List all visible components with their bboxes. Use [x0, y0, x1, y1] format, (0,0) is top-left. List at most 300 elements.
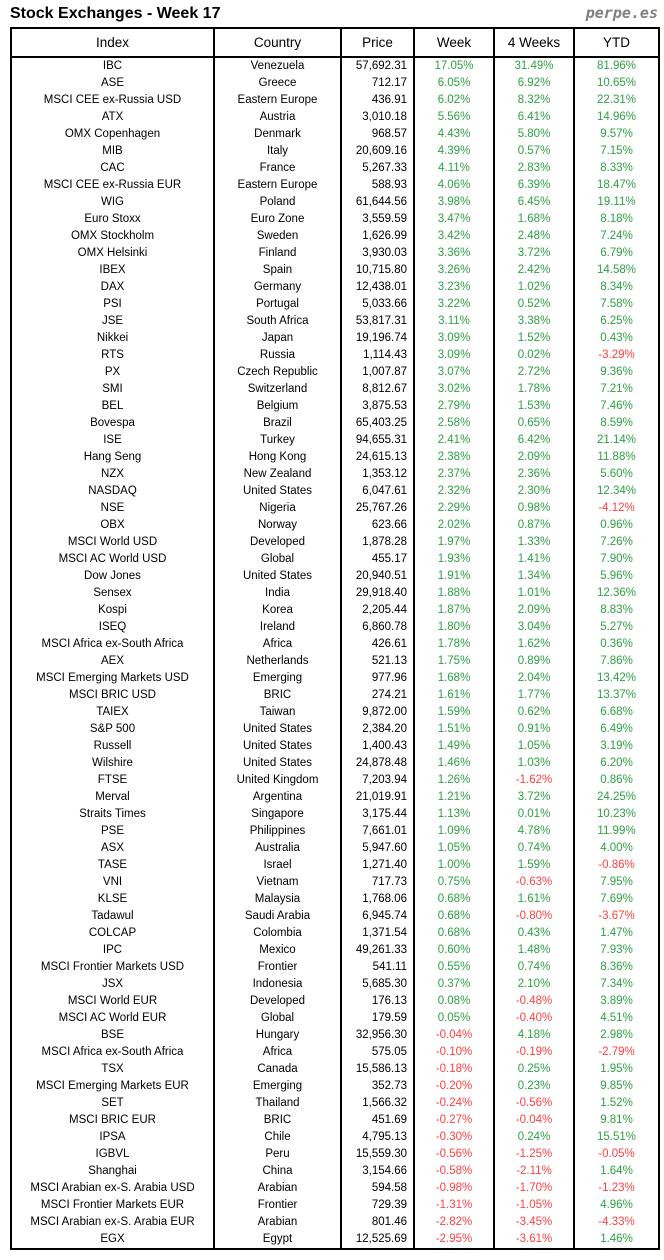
cell-price: 3,559.59 [341, 211, 414, 228]
table-row [11, 1146, 659, 1163]
cell-ytd: 19.11% [574, 194, 659, 211]
table-row [11, 415, 659, 432]
cell-index: JSE [11, 313, 214, 330]
cell-ytd: 1.46% [574, 1231, 659, 1249]
cell-price: 21,019.91 [341, 789, 414, 806]
table-row [11, 670, 659, 687]
cell-week: 1.91% [414, 568, 494, 585]
cell-week: -0.30% [414, 1129, 494, 1146]
cell-country: BRIC [214, 687, 341, 704]
table-row [11, 823, 659, 840]
cell-4weeks: 1.48% [494, 942, 574, 959]
cell-4weeks: 0.01% [494, 806, 574, 823]
cell-ytd: 22.31% [574, 92, 659, 109]
cell-week: 2.79% [414, 398, 494, 415]
cell-4weeks: 2.09% [494, 602, 574, 619]
cell-4weeks: 1.78% [494, 381, 574, 398]
cell-country: Eastern Europe [214, 92, 341, 109]
table-row [11, 993, 659, 1010]
cell-ytd: 8.34% [574, 279, 659, 296]
cell-index: MIB [11, 143, 214, 160]
cell-index: ISEQ [11, 619, 214, 636]
cell-week: 1.00% [414, 857, 494, 874]
cell-week: 2.41% [414, 432, 494, 449]
cell-price: 8,812.67 [341, 381, 414, 398]
cell-ytd: 0.43% [574, 330, 659, 347]
cell-ytd: 0.86% [574, 772, 659, 789]
cell-country: Hungary [214, 1027, 341, 1044]
cell-4weeks: -0.80% [494, 908, 574, 925]
cell-index: JSX [11, 976, 214, 993]
cell-week: 1.51% [414, 721, 494, 738]
cell-ytd: 5.96% [574, 568, 659, 585]
cell-index: MSCI World EUR [11, 993, 214, 1010]
table-row [11, 1214, 659, 1231]
table-row [11, 517, 659, 534]
cell-country: United States [214, 568, 341, 585]
cell-index: OMX Copenhagen [11, 126, 214, 143]
cell-price: 1,566.32 [341, 1095, 414, 1112]
cell-index: RTS [11, 347, 214, 364]
cell-index: ASE [11, 75, 214, 92]
cell-price: 717.73 [341, 874, 414, 891]
cell-week: 3.09% [414, 347, 494, 364]
cell-index: TSX [11, 1061, 214, 1078]
cell-price: 274.21 [341, 687, 414, 704]
table-row [11, 687, 659, 704]
table-row [11, 1163, 659, 1180]
table-row [11, 92, 659, 109]
cell-country: Vietnam [214, 874, 341, 891]
cell-ytd: 8.18% [574, 211, 659, 228]
cell-price: 15,559.30 [341, 1146, 414, 1163]
cell-week: -0.24% [414, 1095, 494, 1112]
cell-week: 3.22% [414, 296, 494, 313]
cell-country: Israel [214, 857, 341, 874]
cell-4weeks: -0.19% [494, 1044, 574, 1061]
cell-ytd: 7.86% [574, 653, 659, 670]
cell-ytd: 9.85% [574, 1078, 659, 1095]
cell-ytd: 13.37% [574, 687, 659, 704]
cell-index: ATX [11, 109, 214, 126]
table-row [11, 160, 659, 177]
brand-link[interactable]: perpe.es [585, 4, 658, 22]
cell-index: DAX [11, 279, 214, 296]
cell-price: 455.17 [341, 551, 414, 568]
cell-price: 1,371.54 [341, 925, 414, 942]
cell-country: Emerging [214, 670, 341, 687]
cell-country: Argentina [214, 789, 341, 806]
cell-week: 6.02% [414, 92, 494, 109]
cell-index: OMX Stockholm [11, 228, 214, 245]
cell-price: 521.13 [341, 653, 414, 670]
cell-index: TAIEX [11, 704, 214, 721]
cell-week: -2.82% [414, 1214, 494, 1231]
cell-4weeks: 1.02% [494, 279, 574, 296]
cell-week: 0.60% [414, 942, 494, 959]
cell-4weeks: 4.18% [494, 1027, 574, 1044]
cell-week: 1.21% [414, 789, 494, 806]
table-row [11, 364, 659, 381]
cell-index: Bovespa [11, 415, 214, 432]
cell-ytd: 7.69% [574, 891, 659, 908]
cell-week: 1.88% [414, 585, 494, 602]
cell-week: -0.10% [414, 1044, 494, 1061]
cell-index: EGX [11, 1231, 214, 1249]
cell-index: OBX [11, 517, 214, 534]
cell-ytd: 9.81% [574, 1112, 659, 1129]
table-row [11, 449, 659, 466]
table-row [11, 942, 659, 959]
cell-country: Chile [214, 1129, 341, 1146]
cell-week: 0.05% [414, 1010, 494, 1027]
cell-price: 426.61 [341, 636, 414, 653]
cell-price: 5,685.30 [341, 976, 414, 993]
cell-4weeks: 3.72% [494, 789, 574, 806]
cell-country: New Zealand [214, 466, 341, 483]
cell-4weeks: 1.41% [494, 551, 574, 568]
cell-country: Italy [214, 143, 341, 160]
cell-price: 594.58 [341, 1180, 414, 1197]
cell-ytd: 6.49% [574, 721, 659, 738]
cell-index: CAC [11, 160, 214, 177]
cell-week: 1.61% [414, 687, 494, 704]
cell-index: NASDAQ [11, 483, 214, 500]
table-row [11, 1095, 659, 1112]
cell-week: 2.37% [414, 466, 494, 483]
cell-country: Brazil [214, 415, 341, 432]
cell-ytd: 7.15% [574, 143, 659, 160]
cell-index: KLSE [11, 891, 214, 908]
cell-4weeks: 1.53% [494, 398, 574, 415]
cell-ytd: -1.23% [574, 1180, 659, 1197]
cell-index: VNI [11, 874, 214, 891]
cell-4weeks: 0.87% [494, 517, 574, 534]
cell-ytd: 7.90% [574, 551, 659, 568]
cell-4weeks: -1.05% [494, 1197, 574, 1214]
cell-country: United Kingdom [214, 772, 341, 789]
cell-week: 1.49% [414, 738, 494, 755]
cell-country: Egypt [214, 1231, 341, 1249]
cell-country: Peru [214, 1146, 341, 1163]
cell-ytd: 8.83% [574, 602, 659, 619]
cell-index: NZX [11, 466, 214, 483]
cell-country: Germany [214, 279, 341, 296]
cell-4weeks: -3.45% [494, 1214, 574, 1231]
cell-week: 6.05% [414, 75, 494, 92]
cell-ytd: 6.25% [574, 313, 659, 330]
cell-week: 1.87% [414, 602, 494, 619]
cell-ytd: 81.96% [574, 57, 659, 75]
cell-4weeks: 0.25% [494, 1061, 574, 1078]
cell-4weeks: 6.41% [494, 109, 574, 126]
cell-price: 436.91 [341, 92, 414, 109]
cell-ytd: 18.47% [574, 177, 659, 194]
cell-price: 1,626.99 [341, 228, 414, 245]
cell-country: Sweden [214, 228, 341, 245]
col-header-4weeks: 4 Weeks [494, 28, 574, 57]
cell-price: 5,033.66 [341, 296, 414, 313]
cell-country: Turkey [214, 432, 341, 449]
table-row [11, 1044, 659, 1061]
cell-country: Norway [214, 517, 341, 534]
table-row [11, 636, 659, 653]
cell-ytd: -3.29% [574, 347, 659, 364]
table-row [11, 738, 659, 755]
cell-price: 1,114.43 [341, 347, 414, 364]
cell-index: MSCI CEE ex-Russia EUR [11, 177, 214, 194]
cell-ytd: 8.59% [574, 415, 659, 432]
cell-country: Frontier [214, 959, 341, 976]
cell-4weeks: 0.74% [494, 959, 574, 976]
cell-ytd: 24.25% [574, 789, 659, 806]
table-row [11, 551, 659, 568]
table-row [11, 704, 659, 721]
cell-4weeks: 1.68% [494, 211, 574, 228]
cell-week: 3.11% [414, 313, 494, 330]
cell-4weeks: 3.04% [494, 619, 574, 636]
table-row [11, 381, 659, 398]
cell-price: 61,644.56 [341, 194, 414, 211]
cell-index: Shanghai [11, 1163, 214, 1180]
cell-country: Malaysia [214, 891, 341, 908]
cell-week: 0.68% [414, 891, 494, 908]
cell-country: Global [214, 1010, 341, 1027]
cell-4weeks: -0.48% [494, 993, 574, 1010]
cell-index: MSCI Emerging Markets EUR [11, 1078, 214, 1095]
cell-index: Sensex [11, 585, 214, 602]
cell-4weeks: -3.61% [494, 1231, 574, 1249]
cell-price: 3,875.53 [341, 398, 414, 415]
cell-week: 0.08% [414, 993, 494, 1010]
cell-index: MSCI Arabian ex-S. Arabia USD [11, 1180, 214, 1197]
cell-4weeks: 0.57% [494, 143, 574, 160]
cell-ytd: 4.00% [574, 840, 659, 857]
cell-price: 801.46 [341, 1214, 414, 1231]
cell-country: Emerging [214, 1078, 341, 1095]
cell-4weeks: 0.89% [494, 653, 574, 670]
cell-week: 1.80% [414, 619, 494, 636]
cell-price: 24,878.48 [341, 755, 414, 772]
cell-week: 3.23% [414, 279, 494, 296]
cell-week: -0.58% [414, 1163, 494, 1180]
cell-ytd: 10.23% [574, 806, 659, 823]
cell-week: 3.47% [414, 211, 494, 228]
cell-4weeks: 1.62% [494, 636, 574, 653]
cell-country: Belgium [214, 398, 341, 415]
table-row [11, 874, 659, 891]
cell-ytd: 1.52% [574, 1095, 659, 1112]
cell-4weeks: 1.61% [494, 891, 574, 908]
cell-index: PSI [11, 296, 214, 313]
cell-price: 20,609.16 [341, 143, 414, 160]
table-row [11, 245, 659, 262]
cell-index: MSCI BRIC EUR [11, 1112, 214, 1129]
cell-index: MSCI Emerging Markets USD [11, 670, 214, 687]
cell-4weeks: 6.42% [494, 432, 574, 449]
cell-ytd: 6.20% [574, 755, 659, 772]
cell-index: Nikkei [11, 330, 214, 347]
cell-4weeks: 0.23% [494, 1078, 574, 1095]
cell-4weeks: -0.63% [494, 874, 574, 891]
cell-price: 94,655.31 [341, 432, 414, 449]
table-row [11, 857, 659, 874]
cell-week: 2.58% [414, 415, 494, 432]
cell-week: 1.09% [414, 823, 494, 840]
cell-4weeks: 8.32% [494, 92, 574, 109]
cell-week: 4.06% [414, 177, 494, 194]
cell-index: MSCI World USD [11, 534, 214, 551]
cell-ytd: 7.95% [574, 874, 659, 891]
cell-ytd: 1.47% [574, 925, 659, 942]
table-row [11, 908, 659, 925]
cell-week: 4.39% [414, 143, 494, 160]
cell-week: 0.75% [414, 874, 494, 891]
cell-ytd: -2.79% [574, 1044, 659, 1061]
cell-ytd: 13.42% [574, 670, 659, 687]
cell-ytd: -0.86% [574, 857, 659, 874]
table-row [11, 313, 659, 330]
cell-price: 9,872.00 [341, 704, 414, 721]
table-row [11, 976, 659, 993]
cell-country: Venezuela [214, 57, 341, 75]
table-header-row [11, 28, 659, 57]
table-row [11, 500, 659, 517]
cell-4weeks: 31.49% [494, 57, 574, 75]
cell-country: India [214, 585, 341, 602]
cell-4weeks: 0.52% [494, 296, 574, 313]
cell-ytd: 11.88% [574, 449, 659, 466]
cell-price: 32,956.30 [341, 1027, 414, 1044]
cell-price: 7,203.94 [341, 772, 414, 789]
cell-ytd: 12.34% [574, 483, 659, 500]
cell-4weeks: 3.38% [494, 313, 574, 330]
cell-price: 12,438.01 [341, 279, 414, 296]
table-row [11, 925, 659, 942]
table-row [11, 721, 659, 738]
cell-index: Kospi [11, 602, 214, 619]
cell-index: MSCI Africa ex-South Africa [11, 636, 214, 653]
table-row [11, 109, 659, 126]
cell-country: Frontier [214, 1197, 341, 1214]
cell-week: -2.95% [414, 1231, 494, 1249]
cell-price: 12,525.69 [341, 1231, 414, 1249]
cell-ytd: 0.36% [574, 636, 659, 653]
cell-price: 623.66 [341, 517, 414, 534]
cell-week: 1.05% [414, 840, 494, 857]
cell-4weeks: 2.09% [494, 449, 574, 466]
cell-ytd: 9.57% [574, 126, 659, 143]
cell-index: MSCI Frontier Markets EUR [11, 1197, 214, 1214]
cell-4weeks: -2.11% [494, 1163, 574, 1180]
cell-index: IPSA [11, 1129, 214, 1146]
cell-country: China [214, 1163, 341, 1180]
cell-4weeks: 1.01% [494, 585, 574, 602]
table-row [11, 789, 659, 806]
cell-4weeks: -1.62% [494, 772, 574, 789]
cell-price: 541.11 [341, 959, 414, 976]
cell-price: 49,261.33 [341, 942, 414, 959]
page-title: Stock Exchanges - Week 17 [10, 5, 221, 22]
cell-week: 3.42% [414, 228, 494, 245]
cell-index: ISE [11, 432, 214, 449]
cell-week: -0.20% [414, 1078, 494, 1095]
cell-week: 1.13% [414, 806, 494, 823]
cell-ytd: -0.05% [574, 1146, 659, 1163]
cell-index: NSE [11, 500, 214, 517]
cell-country: Japan [214, 330, 341, 347]
cell-price: 25,767.26 [341, 500, 414, 517]
cell-price: 176.13 [341, 993, 414, 1010]
cell-price: 352.73 [341, 1078, 414, 1095]
table-row [11, 585, 659, 602]
cell-country: United States [214, 721, 341, 738]
cell-price: 57,692.31 [341, 57, 414, 75]
cell-week: 3.09% [414, 330, 494, 347]
cell-price: 6,047.61 [341, 483, 414, 500]
cell-4weeks: 2.04% [494, 670, 574, 687]
cell-week: 1.97% [414, 534, 494, 551]
cell-ytd: 8.33% [574, 160, 659, 177]
cell-week: 1.75% [414, 653, 494, 670]
cell-price: 6,860.78 [341, 619, 414, 636]
cell-country: Thailand [214, 1095, 341, 1112]
table-row [11, 755, 659, 772]
cell-4weeks: -0.04% [494, 1112, 574, 1129]
cell-ytd: 3.19% [574, 738, 659, 755]
cell-index: MSCI Arabian ex-S. Arabia EUR [11, 1214, 214, 1231]
table-row [11, 1129, 659, 1146]
cell-country: United States [214, 483, 341, 500]
cell-4weeks: 1.03% [494, 755, 574, 772]
cell-price: 712.17 [341, 75, 414, 92]
cell-4weeks: 6.92% [494, 75, 574, 92]
cell-country: Portugal [214, 296, 341, 313]
cell-price: 588.93 [341, 177, 414, 194]
table-row [11, 194, 659, 211]
cell-week: 2.32% [414, 483, 494, 500]
table-row [11, 602, 659, 619]
cell-week: 5.56% [414, 109, 494, 126]
cell-ytd: 7.93% [574, 942, 659, 959]
cell-4weeks: 0.91% [494, 721, 574, 738]
cell-country: Denmark [214, 126, 341, 143]
cell-ytd: 7.34% [574, 976, 659, 993]
cell-price: 977.96 [341, 670, 414, 687]
table-row [11, 1078, 659, 1095]
cell-week: -0.04% [414, 1027, 494, 1044]
cell-price: 5,947.60 [341, 840, 414, 857]
cell-price: 24,615.13 [341, 449, 414, 466]
cell-4weeks: 4.78% [494, 823, 574, 840]
cell-4weeks: 2.10% [494, 976, 574, 993]
table-row [11, 1231, 659, 1249]
cell-4weeks: 0.02% [494, 347, 574, 364]
cell-ytd: 15.51% [574, 1129, 659, 1146]
cell-ytd: 5.60% [574, 466, 659, 483]
cell-index: MSCI CEE ex-Russia USD [11, 92, 214, 109]
cell-4weeks: 0.24% [494, 1129, 574, 1146]
cell-price: 3,010.18 [341, 109, 414, 126]
cell-price: 1,400.43 [341, 738, 414, 755]
cell-week: -0.27% [414, 1112, 494, 1129]
cell-ytd: 6.68% [574, 704, 659, 721]
cell-week: 3.98% [414, 194, 494, 211]
cell-4weeks: -1.25% [494, 1146, 574, 1163]
cell-country: United States [214, 738, 341, 755]
table-row [11, 653, 659, 670]
cell-country: Arabian [214, 1180, 341, 1197]
